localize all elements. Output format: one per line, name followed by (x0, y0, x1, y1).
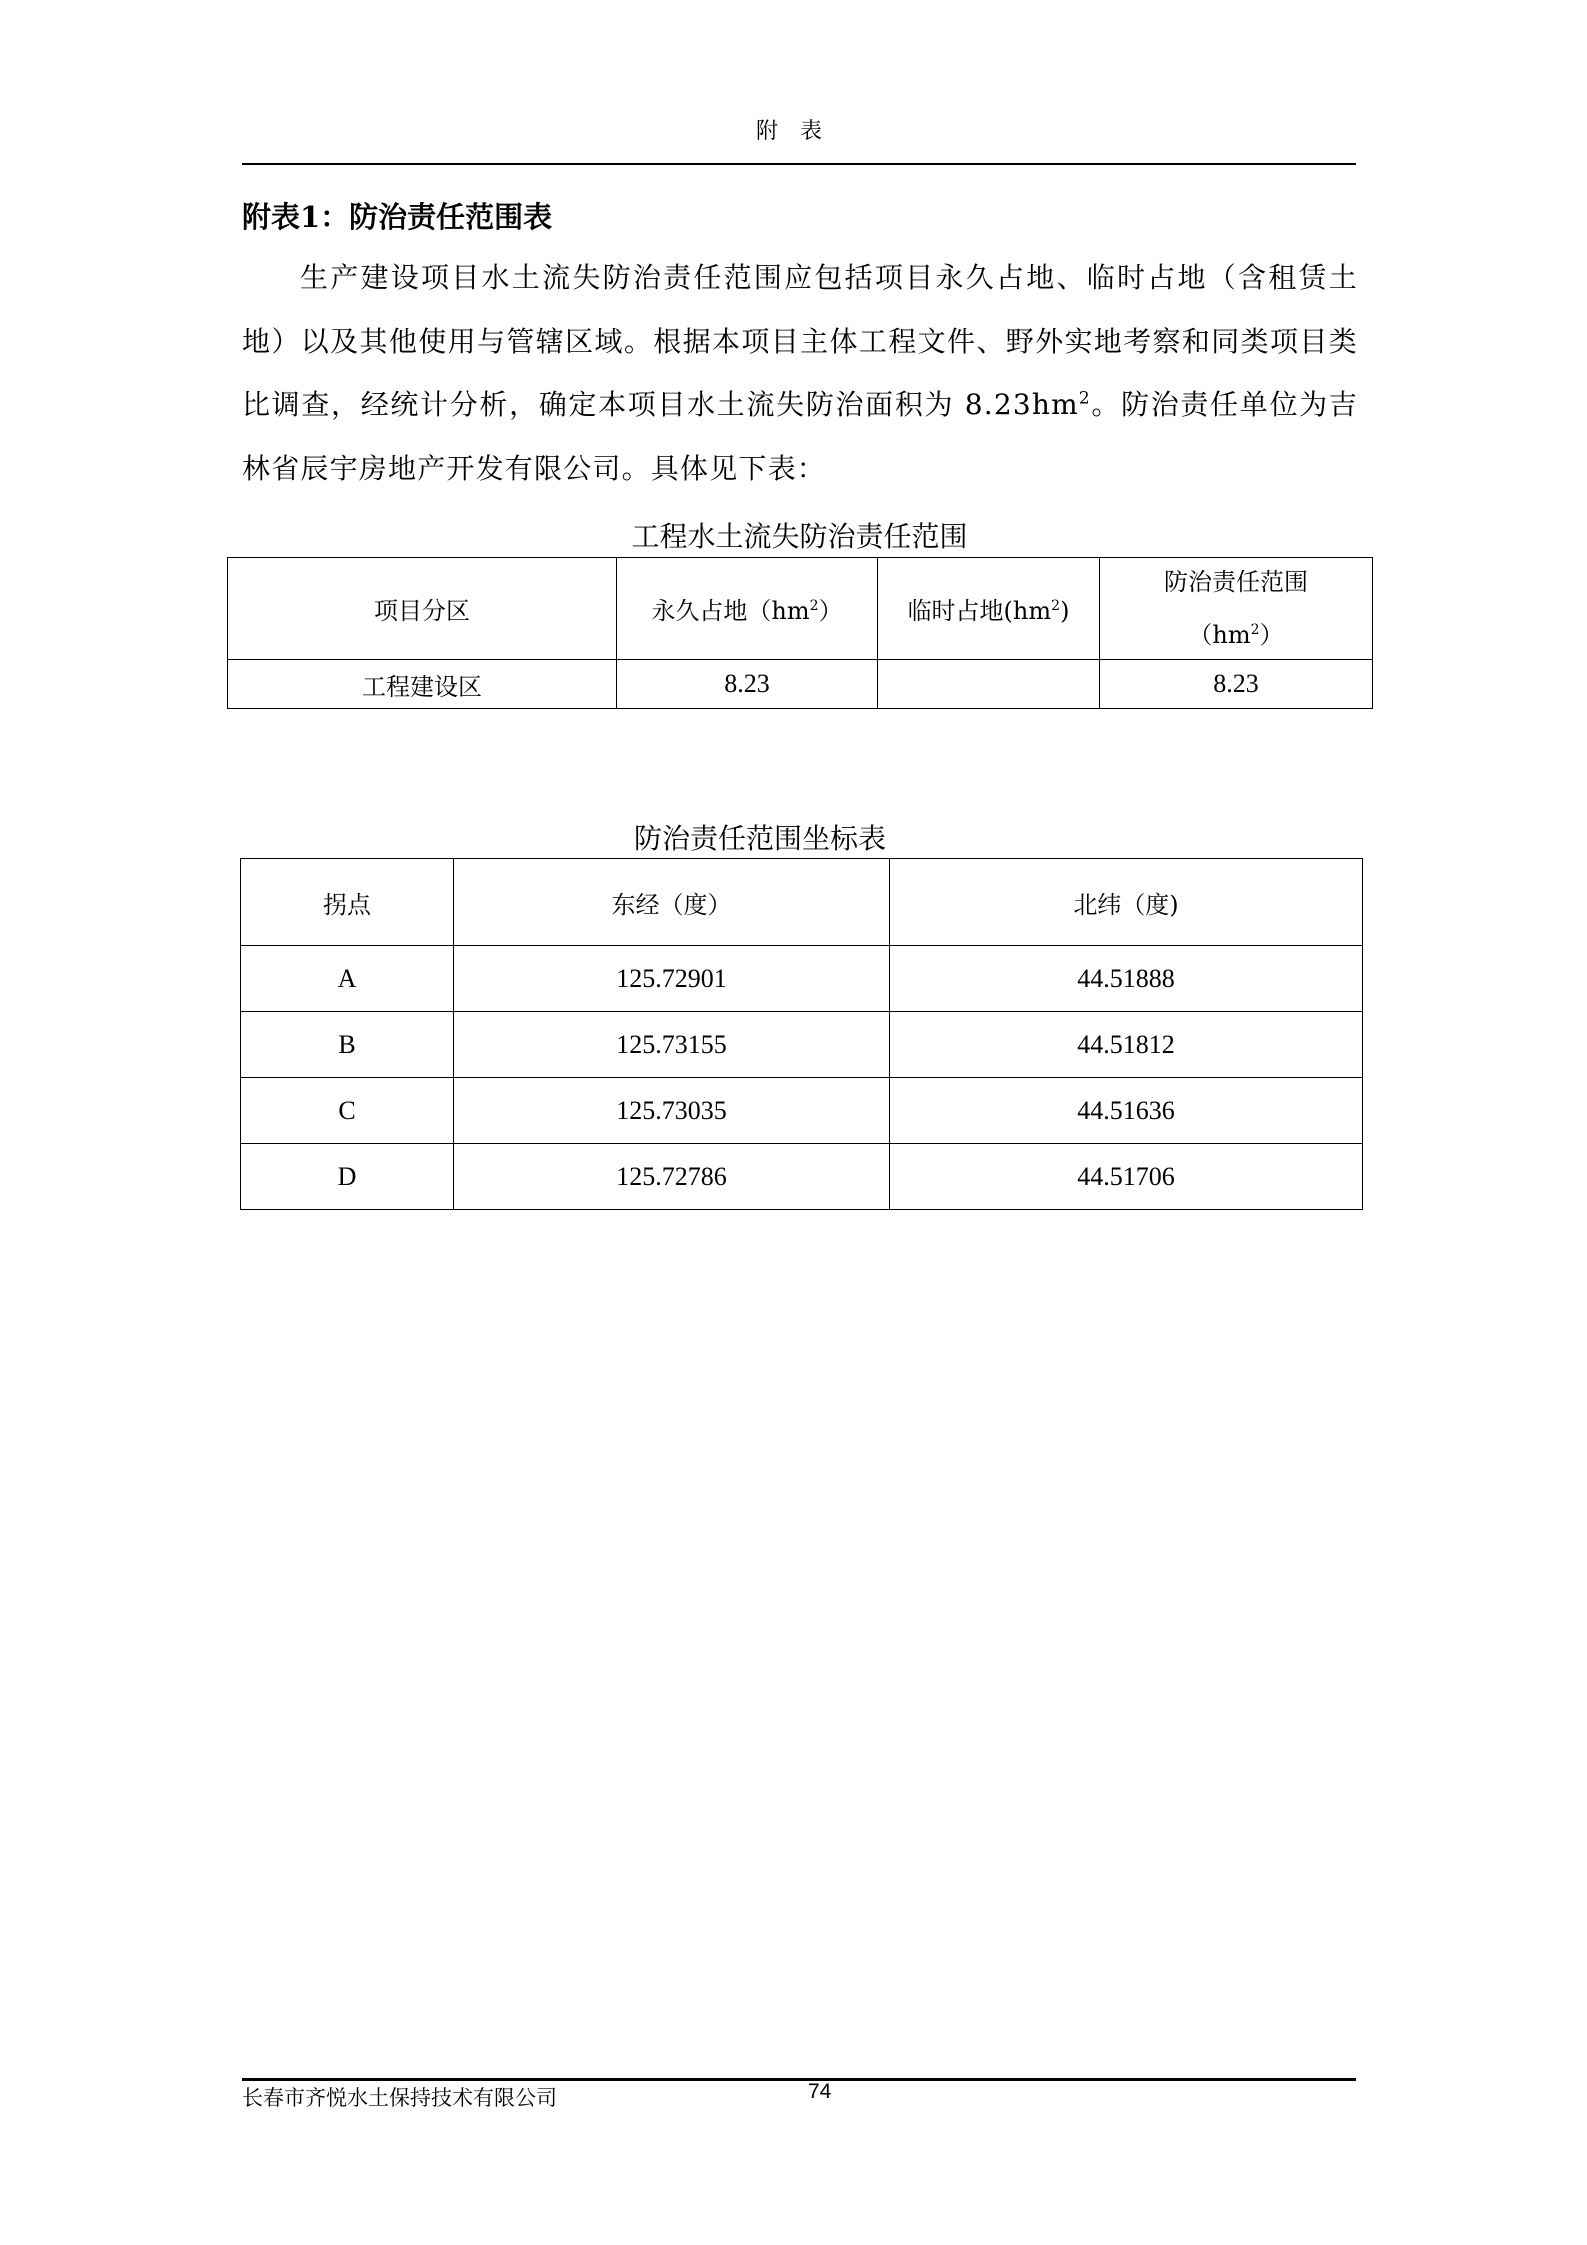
header-cell: 防治责任范围$(hm^2)$ (1100, 558, 1373, 660)
table1-caption: 工程水土流失防治责任范围 (631, 520, 968, 553)
paragraph-text: 。防治责任单位为吉林省辰宇房地产开发有限公司。具体见下表： (242, 388, 1358, 485)
coordinate-table (240, 858, 1363, 1210)
table-cell: 125.73035 (454, 1078, 890, 1144)
table-row (241, 1012, 1363, 1078)
table-cell: A (241, 946, 454, 1012)
header-cell: 项目分区 (228, 558, 617, 660)
table-cell: 44.51888 (890, 946, 1363, 1012)
table-cell: 8.23 (1100, 660, 1373, 709)
table-cell: 44.51636 (890, 1078, 1363, 1144)
responsibility-table (227, 557, 1373, 709)
table-cell: C (241, 1078, 454, 1144)
table-row (241, 946, 1363, 1012)
table-header-row (228, 558, 1373, 660)
table-cell: 44.51812 (890, 1012, 1363, 1078)
footer-rule (242, 2078, 1356, 2081)
table-cell (878, 660, 1100, 709)
superscript: 2 (1078, 388, 1091, 409)
table-cell: 工程建设区 (228, 660, 617, 709)
table-cell: 125.73155 (454, 1012, 890, 1078)
paragraph-text: 生产建设项目水土流失防治责任范围应包括项目永久占地、临时占地（含租赁土地）以及其他使用与管辖区域。根据本项目主体工程文件、野外实地考察和同类项目类比调查，经统计分析，确定本项目水土流失防治面积为 8.23hm (242, 261, 1358, 421)
table-cell: 125.72786 (454, 1144, 890, 1210)
table-cell: 8.23 (617, 660, 878, 709)
header-cell: 临时占地$(hm^2)$ (878, 558, 1100, 660)
table-row (241, 1078, 1363, 1144)
table-row (241, 1144, 1363, 1210)
running-header: 附表 (755, 119, 844, 144)
table-cell: 125.72901 (454, 946, 890, 1012)
table-cell: D (241, 1144, 454, 1210)
header-cell: 北纬（度) (890, 859, 1363, 946)
table2-caption: 防治责任范围坐标表 (633, 822, 886, 855)
section-heading: 附表1：防治责任范围表 (242, 200, 553, 234)
table-cell: B (241, 1012, 454, 1078)
footer-company: 长春市齐悦水土保持技术有限公司 (242, 2086, 557, 2110)
table-row (228, 660, 1373, 709)
header-cell: 东经（度） (454, 859, 890, 946)
page-number: 74 (808, 2080, 832, 2103)
header-cell: 永久占地$(hm^2)$ (617, 558, 878, 660)
header-rule (242, 163, 1356, 165)
header-cell: 拐点 (241, 859, 454, 946)
intro-paragraph (242, 246, 1358, 500)
table-header-row (241, 859, 1363, 946)
table-cell: 44.51706 (890, 1144, 1363, 1210)
